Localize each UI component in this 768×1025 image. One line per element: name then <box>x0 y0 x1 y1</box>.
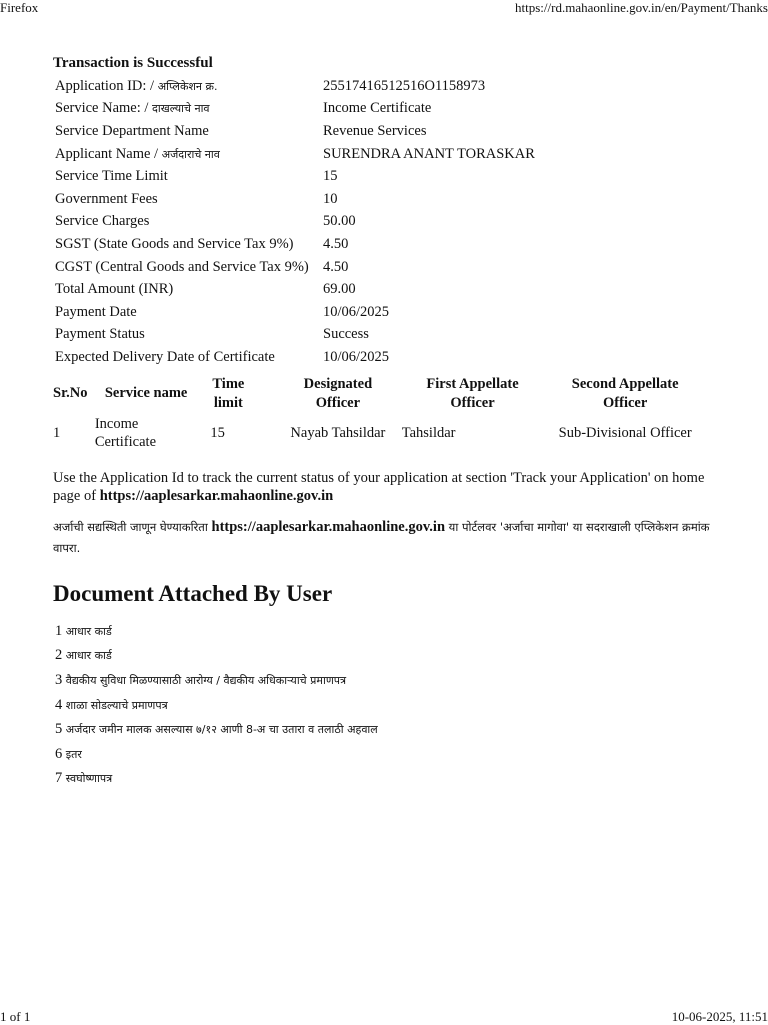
detail-label: Government Fees <box>55 190 158 207</box>
document-item <box>55 672 733 697</box>
detail-value: 10/06/2025 <box>323 348 390 365</box>
document-name: वैद्यकीय सुविधा मिळण्यासाठी आरोग्य / वैद्यकीय अधिकाऱ्याचे प्रमाणपत्र <box>65 673 347 687</box>
document-number: 4 <box>55 696 63 713</box>
header-second-appellate-officer: Second Appellate Officer <box>571 375 679 411</box>
detail-row <box>53 188 535 211</box>
detail-row <box>53 165 535 188</box>
printed-datetime: 10-06-2025, 11:51 <box>671 1009 768 1024</box>
detail-label-local: अर्जदाराचे नाव <box>161 147 220 161</box>
document-name: आधार कार्ड <box>65 649 112 663</box>
detail-label: Application ID: / अप्लिकेशन क्र. <box>55 77 218 94</box>
detail-label: Service Department Name <box>55 122 209 139</box>
document-number: 3 <box>55 671 63 688</box>
page-url: https://rd.mahaonline.gov.in/en/Payment/Thanks <box>515 0 768 15</box>
detail-value: 50.00 <box>323 213 356 230</box>
transaction-details-table <box>53 75 535 369</box>
detail-label: Expected Delivery Date of Certificate <box>55 348 275 365</box>
detail-value: 15 <box>323 168 338 185</box>
detail-label: Applicant Name / अर्जदाराचे नाव <box>55 145 220 162</box>
document-item <box>55 623 733 648</box>
document-number: 1 <box>55 622 63 639</box>
detail-row <box>53 346 535 369</box>
detail-value: SURENDRA ANANT TORASKAR <box>323 145 535 162</box>
cell-time-limit: 15 <box>210 424 225 441</box>
detail-row <box>53 278 535 301</box>
detail-row <box>53 75 535 98</box>
detail-row <box>53 256 535 279</box>
document-name: शाळा सोडल्याचे प्रमाणपत्र <box>65 698 168 712</box>
aaplesarkar-link-marathi[interactable]: https://aaplesarkar.mahaonline.gov.in <box>211 518 446 535</box>
service-table-header-row <box>53 375 703 413</box>
browser-app-name: Firefox <box>0 0 39 15</box>
document-item <box>55 770 733 795</box>
detail-value: Success <box>323 326 369 343</box>
detail-value: Revenue Services <box>323 122 427 139</box>
detail-row <box>53 233 535 256</box>
document-name: इतर <box>65 747 82 761</box>
detail-value: 10/06/2025 <box>323 303 390 320</box>
detail-row <box>53 301 535 324</box>
receipt-content <box>53 55 733 795</box>
detail-row <box>53 211 535 234</box>
detail-value: 4.50 <box>323 258 349 275</box>
document-item <box>55 746 733 771</box>
transaction-status-heading: Transaction is Successful <box>53 55 213 71</box>
header-service-name: Service name <box>104 385 188 402</box>
detail-label: Payment Status <box>55 326 145 343</box>
cell-sr-no: 1 <box>53 424 61 441</box>
detail-value: 10 <box>323 190 338 207</box>
aaplesarkar-link[interactable]: https://aaplesarkar.mahaonline.gov.in <box>99 487 334 504</box>
cell-service-name: Income Certificate <box>94 415 156 450</box>
cell-second-appellate-officer: Sub-Divisional Officer <box>558 424 692 441</box>
detail-label-local: दाखल्याचे नाव <box>152 102 210 116</box>
document-item <box>55 647 733 672</box>
detail-label: Service Name: / दाखल्याचे नाव <box>55 100 210 117</box>
documents-heading: Document Attached By User <box>53 580 333 606</box>
document-name: आधार कार्ड <box>65 624 112 638</box>
header-designated-officer: Designated Officer <box>303 375 373 411</box>
service-table-row <box>53 413 703 453</box>
detail-row <box>53 98 535 121</box>
detail-row <box>53 120 535 143</box>
document-number: 6 <box>55 745 63 762</box>
document-item <box>55 697 733 722</box>
detail-value: Income Certificate <box>323 100 432 117</box>
track-application-info-english: Use the Application Id to track the current status of your application at section 'Track your Application' on home page of https://aaplesarkar.mahaonline.gov.in <box>53 469 705 504</box>
detail-label: Service Time Limit <box>55 168 168 185</box>
detail-label: CGST (Central Goods and Service Tax 9%) <box>55 258 309 275</box>
track-application-info-marathi: अर्जाची सद्यस्थिती जाणून घेण्याकरिता https://aaplesarkar.mahaonline.gov.in या पोर्टलवर 'अर्जाचा मागोवा' या सदराखाली एप्लिकेशन क्रमांक वापरा. <box>53 518 710 555</box>
service-officers-table <box>53 375 703 453</box>
detail-value: 4.50 <box>323 235 349 252</box>
document-number: 2 <box>55 647 63 664</box>
detail-label: SGST (State Goods and Service Tax 9%) <box>55 235 294 252</box>
document-item <box>55 721 733 746</box>
header-first-appellate-officer: First Appellate Officer <box>426 375 519 411</box>
detail-label: Service Charges <box>55 213 150 230</box>
cell-designated-officer: Nayab Tahsildar <box>290 424 386 441</box>
document-name: स्वघोष्णापत्र <box>65 772 113 786</box>
header-sr-no: Sr.No <box>53 385 88 402</box>
detail-value: 69.00 <box>323 281 356 298</box>
document-number: 5 <box>55 721 63 738</box>
attached-documents-list <box>53 623 733 795</box>
detail-label: Payment Date <box>55 303 137 320</box>
page-indicator: 1 of 1 <box>0 1009 31 1024</box>
detail-value: 25517416512516O1158973 <box>323 77 486 94</box>
detail-row <box>53 324 535 347</box>
cell-first-appellate-officer: Tahsildar <box>401 424 456 441</box>
detail-label: Total Amount (INR) <box>55 281 174 298</box>
detail-row <box>53 143 535 166</box>
detail-label-local: अप्लिकेशन क्र. <box>157 79 218 93</box>
document-number: 7 <box>55 770 63 787</box>
header-time-limit: Time limit <box>212 375 245 411</box>
document-name: अर्जदार जमीन मालक असल्यास ७/१२ आणी 8-अ चा उतारा व तलाठी अहवाल <box>65 723 378 737</box>
